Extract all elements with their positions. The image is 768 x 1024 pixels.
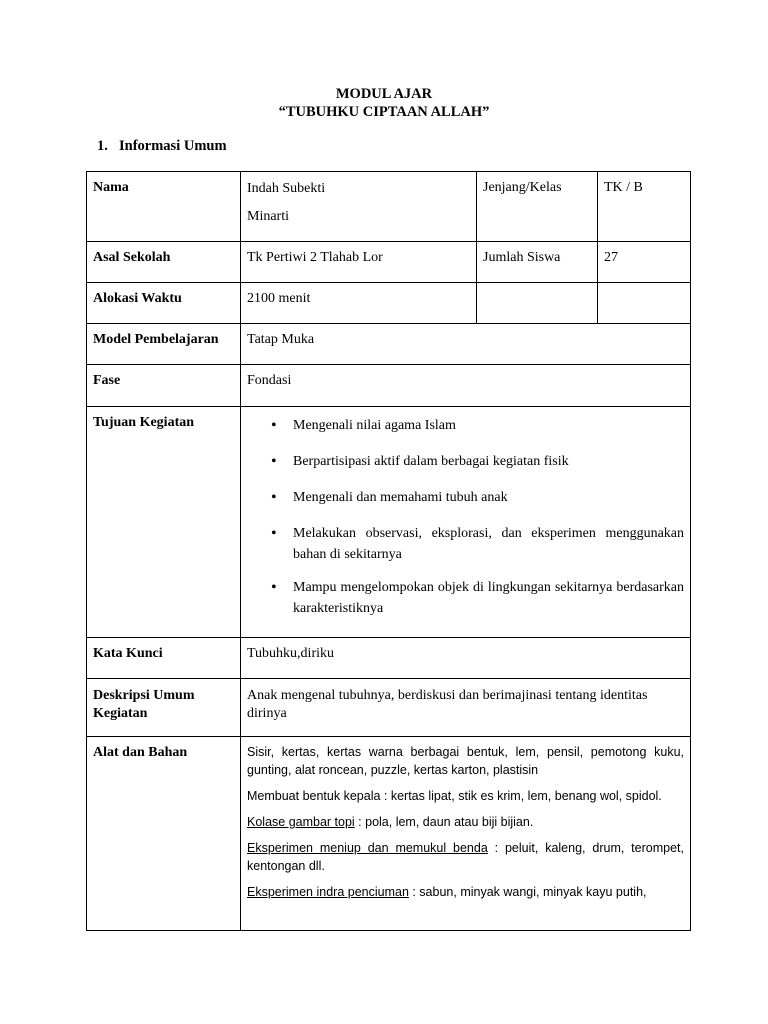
table-row — [87, 172, 691, 242]
eksperimen-cium-heading: Eksperimen indra penciuman — [247, 885, 409, 899]
table-row — [87, 638, 691, 679]
list-item: • Berpartisipasi aktif dalam berbagai kegiatan fisik — [247, 451, 684, 472]
jenjang-label: Jenjang/Kelas — [477, 172, 598, 242]
asal-label: Asal Sekolah — [87, 242, 241, 283]
list-item: • Mampu mengelompokan objek di lingkungan sekitarnya berdasarkan karakteristiknya — [247, 577, 684, 619]
list-item: • Mengenali nilai agama Islam — [247, 415, 684, 436]
jenjang-value: TK / B — [598, 172, 691, 242]
kolase-heading: Kolase gambar topi — [247, 815, 355, 829]
table-row — [87, 283, 691, 324]
section-heading — [97, 138, 227, 155]
alat-paragraph — [247, 883, 684, 901]
nama-value-1: Indah Subekti — [247, 181, 326, 196]
list-item: • Melakukan observasi, eksplorasi, dan eksperimen menggunakan bahan di sekitarnya — [247, 523, 684, 565]
alat-paragraph: Sisir, kertas, kertas warna berbagai bentuk, lem, pensil, pemotong kuku, gunting, alat roncean, puzzle, kertas karton, plastisin — [247, 745, 684, 777]
table-row — [87, 407, 691, 638]
table-row — [87, 737, 691, 931]
table-row — [87, 324, 691, 365]
fase-value: Fondasi — [241, 365, 691, 407]
document-title: MODUL AJAR — [335, 86, 433, 102]
empty-cell — [477, 283, 598, 324]
eksperimen-cium-text: : sabun, minyak wangi, minyak kayu putih, — [408, 885, 647, 899]
nama-value — [241, 172, 477, 242]
empty-cell — [598, 283, 691, 324]
deskripsi-label-line2: Kegiatan — [93, 706, 148, 721]
section-title: Informasi Umum — [119, 138, 227, 154]
document-subtitle: “TUBUHKU CIPTAAN ALLAH” — [278, 104, 490, 120]
kata-kunci-label: Kata Kunci — [87, 638, 241, 679]
table-row — [87, 679, 691, 737]
alat-label: Alat dan Bahan — [87, 737, 241, 931]
deskripsi-label-line1: Deskripsi Umum — [93, 688, 195, 703]
jumlah-label: Jumlah Siswa — [477, 242, 598, 283]
asal-value: Tk Pertiwi 2 Tlahab Lor — [241, 242, 477, 283]
alat-paragraph: Membuat bentuk kepala : kertas lipat, stik es krim, lem, benang wol, spidol. — [247, 789, 662, 803]
list-item: • Mengenali dan memahami tubuh anak — [247, 487, 684, 508]
tujuan-label: Tujuan Kegiatan — [87, 407, 241, 638]
deskripsi-value: Anak mengenal tubuhnya, berdiskusi dan berimajinasi tentang identitas dirinya — [241, 679, 691, 737]
alokasi-label: Alokasi Waktu — [87, 283, 241, 324]
table-row — [87, 365, 691, 407]
tujuan-list-cell — [241, 407, 691, 638]
alat-value — [241, 737, 691, 931]
alat-paragraph — [247, 813, 684, 831]
info-table — [86, 171, 691, 931]
nama-value-2: Minarti — [247, 209, 289, 224]
model-label: Model Pembelajaran — [87, 324, 241, 365]
jumlah-value: 27 — [598, 242, 691, 283]
alat-paragraph — [247, 839, 684, 875]
kolase-text: : pola, lem, daun atau biji bijian. — [354, 815, 534, 829]
fase-label: Fase — [87, 365, 241, 407]
nama-label: Nama — [87, 172, 241, 242]
eksperimen-tiup-text: : peluit, kaleng, drum, terompet, kentongan dll. — [247, 841, 684, 873]
kata-kunci-value: Tubuhku,diriku — [241, 638, 691, 679]
model-value: Tatap Muka — [241, 324, 691, 365]
eksperimen-tiup-heading: Eksperimen meniup dan memukul benda — [247, 841, 488, 855]
tujuan-list — [247, 415, 684, 619]
section-number: 1. — [97, 138, 108, 154]
table-row — [87, 242, 691, 283]
alokasi-value: 2100 menit — [241, 283, 477, 324]
deskripsi-label — [87, 679, 241, 737]
